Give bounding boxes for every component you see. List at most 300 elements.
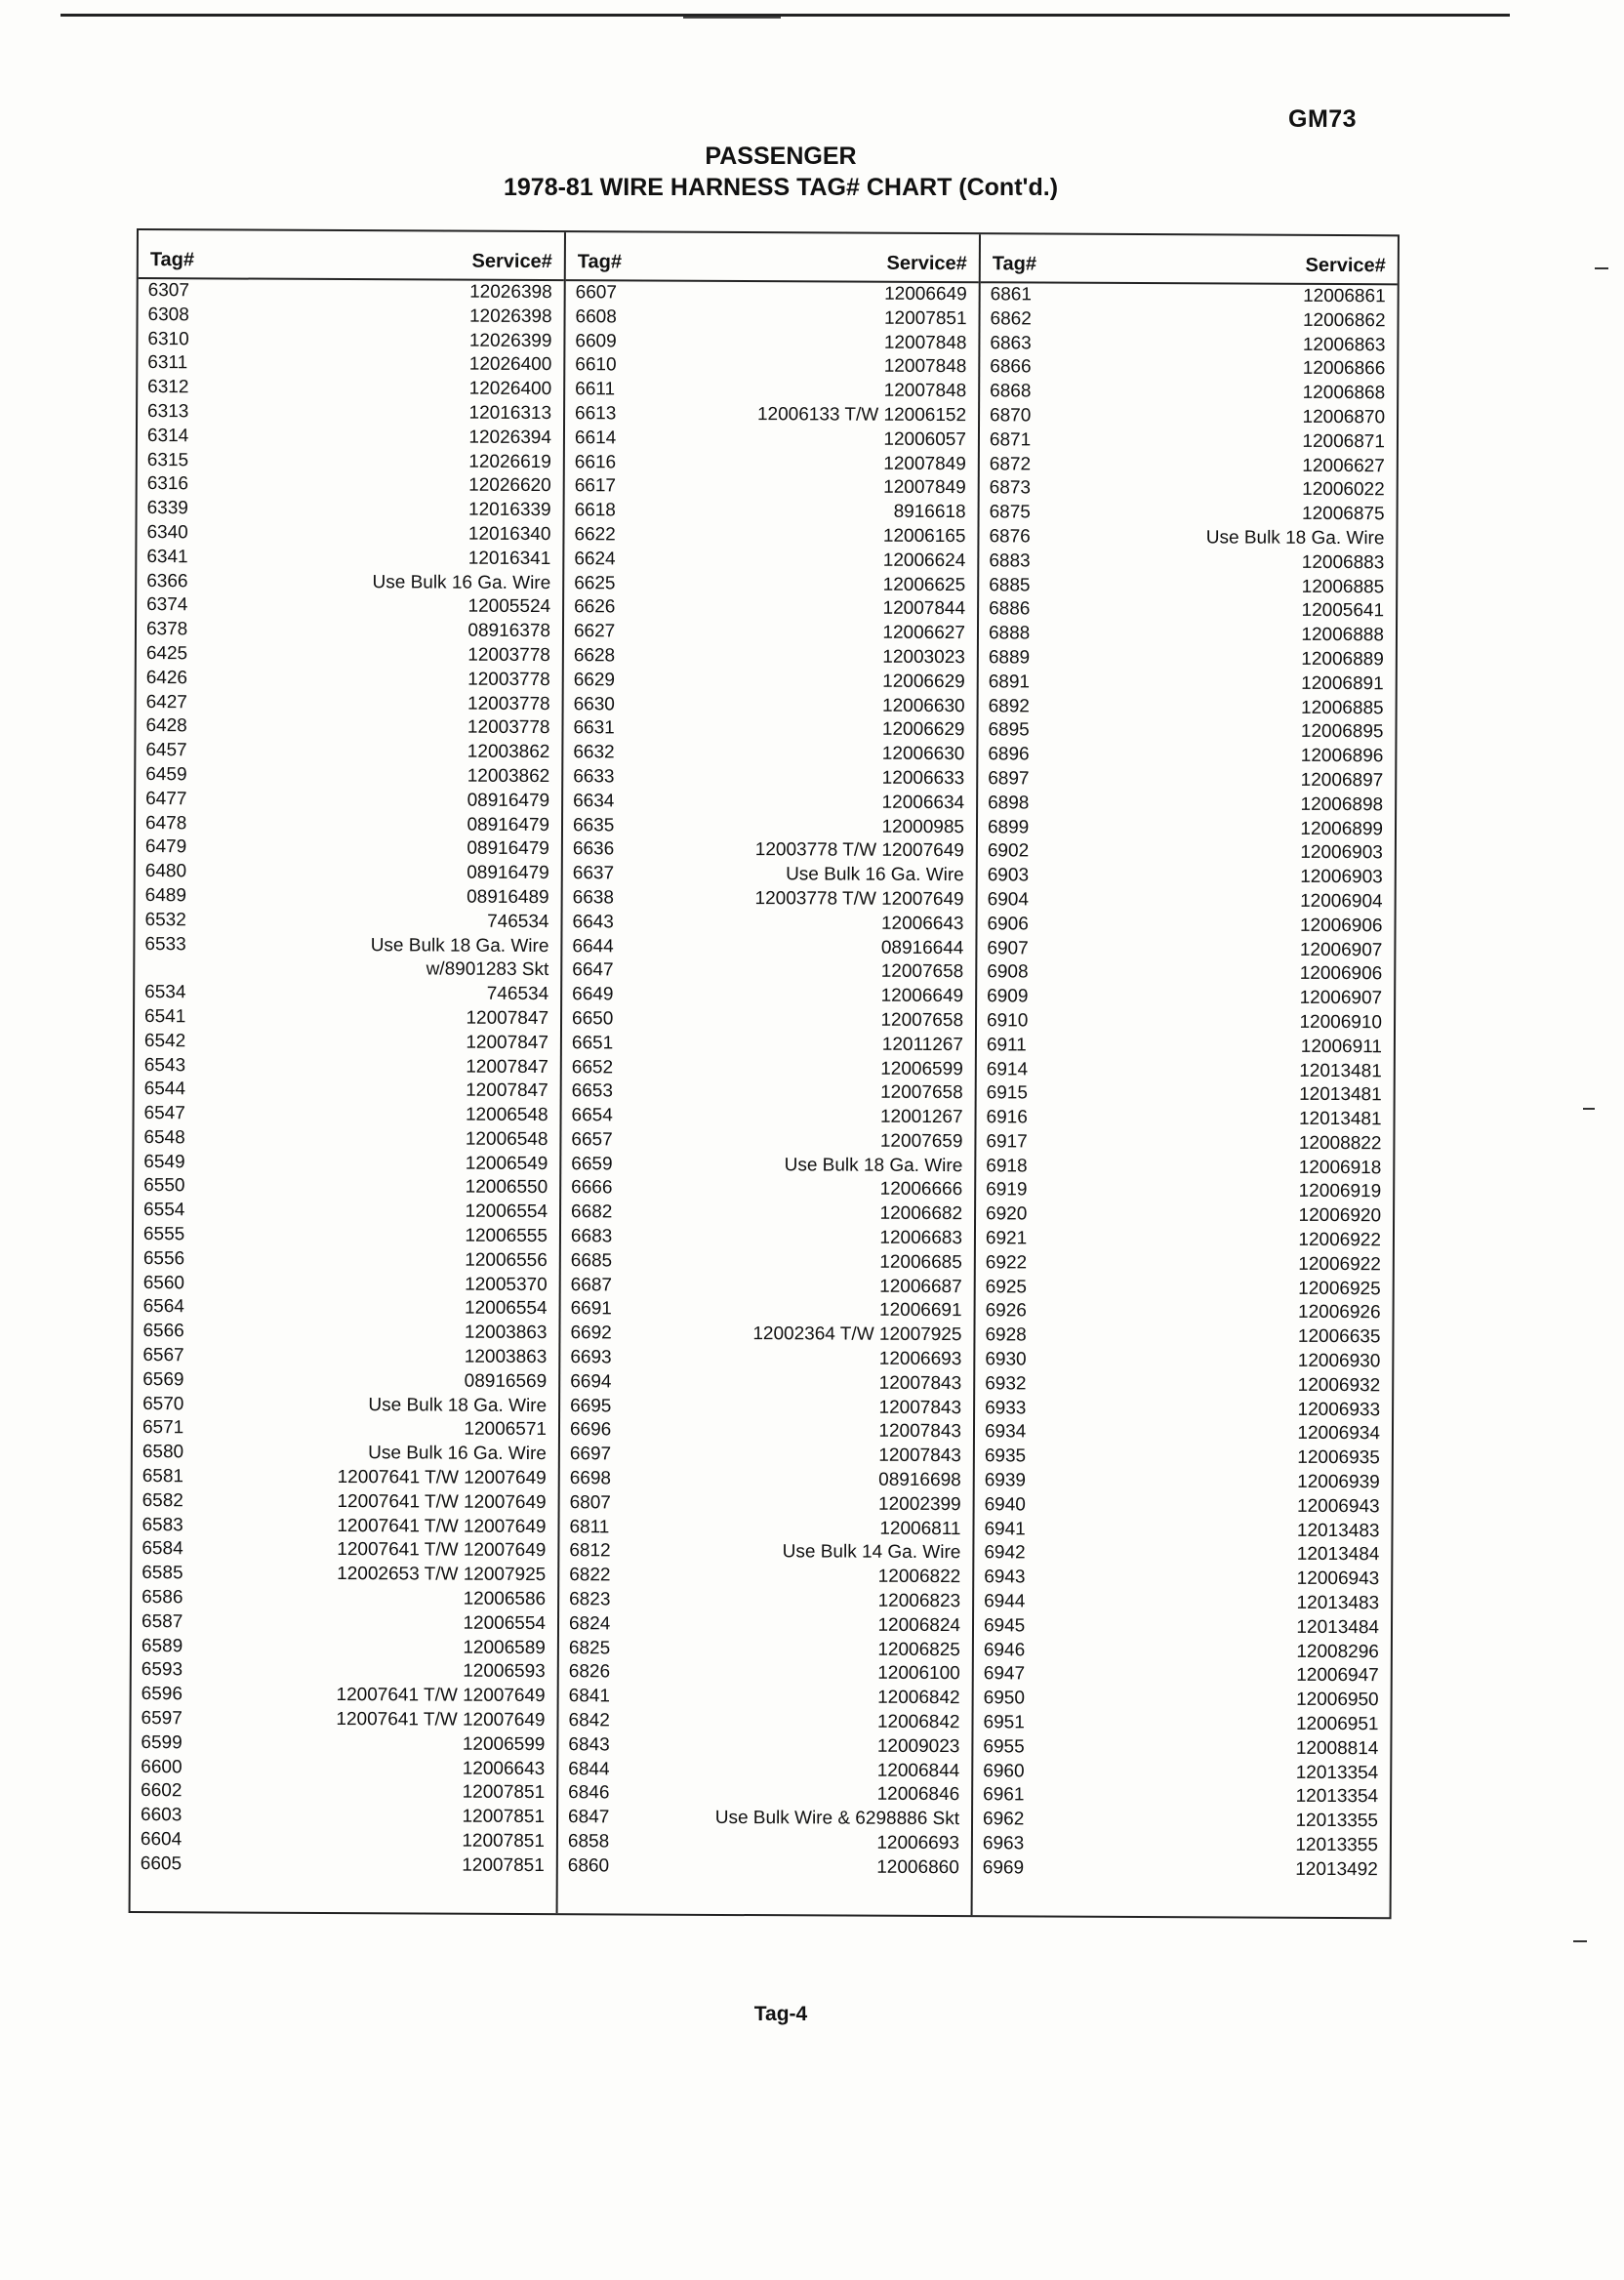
- tag-number: 6610: [575, 354, 617, 376]
- tag-number: 6534: [144, 982, 186, 1003]
- tag-number: 6873: [989, 477, 1032, 499]
- table-row: [136, 860, 561, 886]
- tag-number: 6566: [142, 1321, 184, 1342]
- service-number: 12006823: [877, 1590, 961, 1612]
- service-number: 12006862: [1302, 309, 1386, 332]
- table-row: [976, 1179, 1393, 1205]
- header-service: Service#: [886, 252, 967, 275]
- tag-number: 6580: [142, 1442, 184, 1463]
- tag-number: 6697: [569, 1444, 612, 1465]
- tag-number: 6654: [571, 1105, 613, 1126]
- tag-number: 6811: [569, 1516, 610, 1538]
- table-row: [562, 1032, 975, 1058]
- service-number: 12006918: [1298, 1157, 1382, 1178]
- table-row: [977, 937, 1394, 963]
- service-number: 12013355: [1295, 1834, 1378, 1856]
- table-row: [135, 1005, 560, 1032]
- table-row: [565, 475, 978, 502]
- table-column-3: [973, 234, 1398, 1917]
- tag-number: 6928: [985, 1324, 1027, 1346]
- table-row: [136, 739, 561, 765]
- service-number: 12003862: [467, 741, 550, 763]
- service-number: 12007847: [466, 1056, 548, 1078]
- table-row: [975, 1421, 1392, 1447]
- service-number: 12006629: [882, 671, 965, 692]
- tag-number: 6911: [986, 1034, 1027, 1056]
- table-row: [562, 1056, 975, 1082]
- service-number: 12006903: [1300, 866, 1383, 888]
- table-row: [566, 281, 979, 307]
- tag-number: 6582: [142, 1489, 183, 1512]
- table-row: [979, 622, 1396, 648]
- table-row: [978, 840, 1395, 867]
- tag-number: 6693: [570, 1347, 612, 1368]
- service-number: 12006634: [881, 792, 965, 813]
- tag-number: 6909: [987, 986, 1029, 1007]
- tag-number: 6628: [573, 645, 616, 667]
- table-row: [138, 376, 563, 402]
- service-number: 12007848: [883, 332, 967, 353]
- table-row: [137, 691, 562, 717]
- service-number: 12016341: [467, 548, 551, 569]
- table-row: [976, 1130, 1393, 1157]
- tag-number: 6871: [989, 429, 1032, 451]
- service-number: 12007641 T/W 12007649: [336, 1709, 546, 1731]
- service-number: 12026620: [468, 475, 551, 497]
- service-number: 12007843: [878, 1445, 961, 1467]
- tag-number: 6428: [145, 715, 187, 737]
- table-row: [975, 1445, 1392, 1471]
- table-row: [136, 884, 561, 911]
- tag-number: 6858: [567, 1831, 610, 1852]
- service-number: 12007641 T/W 12007649: [337, 1467, 547, 1489]
- table-row: [559, 1637, 972, 1663]
- service-number: 12006630: [881, 743, 965, 765]
- table-row: [559, 1661, 972, 1688]
- table-row: [563, 886, 976, 913]
- tag-number: 6637: [572, 863, 615, 884]
- table-row: [133, 1393, 558, 1419]
- service-number: 12007848: [883, 380, 967, 402]
- tag-number: 6315: [146, 449, 189, 470]
- service-number: 12006554: [463, 1612, 547, 1634]
- service-number: 08916479: [467, 837, 549, 860]
- service-number: 12006922: [1298, 1229, 1381, 1251]
- service-number: 08916378: [467, 620, 551, 642]
- service-number: 12008814: [1295, 1737, 1379, 1760]
- table-row: [974, 1639, 1391, 1665]
- service-number: Use Bulk 14 Ga. Wire: [782, 1541, 961, 1564]
- table-row: [558, 1854, 971, 1881]
- tag-number: 6608: [575, 305, 617, 328]
- table-row: [564, 644, 977, 671]
- tag-number: 6888: [988, 623, 1031, 644]
- tag-number: 6875: [989, 502, 1031, 523]
- service-number: 12016340: [467, 523, 551, 546]
- table-row: [980, 404, 1397, 430]
- tag-number: 6554: [143, 1200, 185, 1221]
- tag-number: 6915: [986, 1082, 1029, 1104]
- tag-number: 6935: [984, 1445, 1027, 1467]
- table-row: [980, 501, 1397, 527]
- tag-number: 6593: [141, 1659, 183, 1681]
- service-number: 12003863: [464, 1346, 548, 1368]
- table-row: [978, 888, 1395, 915]
- table-row: [133, 1489, 558, 1516]
- table-row: [132, 1562, 557, 1588]
- table-row: [974, 1687, 1391, 1713]
- table-row: [980, 307, 1397, 334]
- table-row: [977, 1082, 1394, 1109]
- tag-number: 6885: [989, 574, 1031, 596]
- table-row: [561, 1274, 974, 1300]
- table-row: [979, 574, 1396, 600]
- tag-number: 6918: [986, 1155, 1028, 1177]
- service-number: 12006057: [883, 428, 967, 450]
- service-number: 08916569: [464, 1370, 548, 1392]
- column-rows: [973, 283, 1398, 1883]
- table-row: [980, 380, 1397, 406]
- service-number: 12016313: [468, 402, 552, 425]
- table-row: [979, 646, 1396, 672]
- service-number: 12013483: [1296, 1520, 1380, 1541]
- tag-number: 6629: [573, 669, 616, 691]
- table-row: [134, 1126, 559, 1153]
- table-row: [131, 1707, 556, 1733]
- service-number: 12006903: [1300, 842, 1383, 864]
- table-row: [562, 983, 975, 1009]
- service-number: 12006891: [1301, 672, 1384, 694]
- table-row: [977, 985, 1394, 1011]
- service-number: 12006571: [464, 1419, 548, 1441]
- tag-number: 6696: [569, 1419, 612, 1441]
- tag-number: 6618: [574, 500, 616, 521]
- tag-number: 6862: [990, 308, 1032, 330]
- service-number: 12007641 T/W 12007649: [337, 1515, 547, 1537]
- tag-number: 6567: [142, 1345, 184, 1366]
- tag-number: 6581: [142, 1466, 184, 1487]
- service-number: 12006899: [1300, 818, 1384, 839]
- table-row: [135, 1053, 560, 1079]
- tag-number: 6960: [983, 1760, 1025, 1782]
- table-row: [974, 1566, 1391, 1592]
- service-number: 12006925: [1298, 1278, 1381, 1299]
- service-number: 12006904: [1300, 890, 1383, 913]
- tag-number: 6314: [146, 425, 189, 447]
- table-row: [564, 523, 977, 550]
- service-number: 12007658: [880, 1082, 963, 1104]
- service-number: 12006586: [463, 1588, 547, 1610]
- table-row: [975, 1323, 1392, 1350]
- tag-number: 6533: [144, 933, 186, 955]
- header-tag: Tag#: [577, 251, 623, 273]
- table-row: [134, 1272, 559, 1298]
- service-number: 12006934: [1297, 1423, 1381, 1445]
- table-row: [560, 1467, 973, 1493]
- tag-number: 6633: [573, 766, 615, 788]
- tag-number: 6895: [988, 719, 1030, 741]
- service-number: 12006666: [879, 1179, 963, 1201]
- tag-number: 6571: [142, 1417, 184, 1439]
- service-number: 12006649: [880, 985, 964, 1007]
- service-number: 12006897: [1300, 769, 1384, 792]
- tag-number: 6932: [985, 1373, 1027, 1395]
- service-number: 12006548: [465, 1128, 548, 1150]
- service-number: 12002653 T/W 12007925: [337, 1564, 547, 1586]
- service-number: 12013354: [1295, 1762, 1379, 1783]
- tag-number: 6842: [568, 1710, 610, 1731]
- column-header: [566, 232, 979, 283]
- table-row: [978, 816, 1395, 842]
- tag-number: 6917: [986, 1131, 1028, 1153]
- service-number: 12013355: [1295, 1811, 1379, 1832]
- tag-number: 6631: [573, 717, 615, 739]
- table-row: [136, 763, 561, 790]
- table-row: [558, 1758, 971, 1784]
- service-number: 12013354: [1295, 1786, 1379, 1808]
- table-row: [134, 1295, 559, 1322]
- table-row: [980, 356, 1397, 383]
- service-number: 12006922: [1298, 1253, 1381, 1276]
- table-row: [973, 1760, 1390, 1786]
- service-number: 12003863: [464, 1322, 548, 1344]
- table-row: [138, 497, 563, 523]
- table-row: [980, 453, 1397, 479]
- service-number: 12006935: [1297, 1447, 1380, 1469]
- service-number: 12006842: [877, 1687, 960, 1709]
- tag-number: 6638: [572, 887, 614, 909]
- tag-number: 6826: [568, 1661, 611, 1683]
- top-rule-accent: [683, 17, 781, 19]
- table-row: [558, 1806, 971, 1832]
- tag-number: 6940: [984, 1494, 1026, 1516]
- service-number: 12006926: [1297, 1302, 1381, 1323]
- service-number: 12006885: [1301, 697, 1384, 718]
- tag-number: 6584: [142, 1538, 183, 1560]
- title-line-2: 1978-81 WIRE HARNESS TAG# CHART (Cont'd.): [503, 174, 1059, 201]
- service-number: 12013483: [1296, 1592, 1380, 1614]
- tag-number: 6946: [983, 1639, 1026, 1661]
- service-number: 12006910: [1299, 1011, 1383, 1034]
- table-row: [974, 1614, 1391, 1641]
- table-row: [559, 1564, 972, 1590]
- table-row: [976, 1202, 1393, 1229]
- table-row: [980, 428, 1397, 455]
- tag-number: 6634: [573, 790, 615, 812]
- tag-number: 6560: [142, 1272, 185, 1293]
- tag-number: 6597: [141, 1708, 183, 1730]
- tag-number: 6614: [574, 427, 617, 449]
- service-number: 12006824: [877, 1614, 961, 1636]
- service-number: 12013484: [1296, 1544, 1380, 1566]
- tag-number: 6922: [985, 1252, 1028, 1274]
- tag-number: 6459: [145, 763, 187, 786]
- table-row: [976, 1300, 1393, 1326]
- service-number: 12006947: [1296, 1665, 1379, 1687]
- tag-number: 6602: [141, 1780, 183, 1802]
- service-number: 12007849: [883, 453, 966, 474]
- table-row: [564, 669, 977, 695]
- page-footer: Tag-4: [753, 2003, 808, 2025]
- table-row: [133, 1344, 558, 1370]
- tag-number: 6617: [574, 475, 617, 497]
- table-row: [138, 400, 563, 427]
- service-number: 12006548: [465, 1104, 548, 1126]
- table-row: [978, 743, 1395, 769]
- tag-number: 6941: [984, 1518, 1026, 1540]
- service-number: 12006599: [880, 1058, 963, 1079]
- table-row: [134, 1247, 559, 1274]
- tag-number: 6313: [147, 401, 189, 423]
- table-row: [564, 693, 977, 719]
- service-number: 12006939: [1297, 1471, 1380, 1493]
- tag-number: 6604: [140, 1829, 183, 1851]
- top-rule: [61, 14, 1510, 17]
- tag-number: 6599: [141, 1731, 183, 1754]
- tag-number: 6847: [567, 1807, 610, 1828]
- service-number: 12006875: [1301, 504, 1385, 525]
- table-row: [559, 1612, 972, 1639]
- header-tag: Tag#: [992, 253, 1037, 275]
- table-row: [978, 767, 1395, 794]
- service-number: Use Bulk Wire & 6298886 Skt: [714, 1808, 960, 1830]
- table-row: [973, 1784, 1390, 1811]
- table-row: [975, 1397, 1392, 1423]
- tag-number: 6919: [986, 1179, 1028, 1201]
- service-number: 12006649: [884, 283, 967, 305]
- service-number: 12003862: [467, 765, 550, 788]
- service-number: 12006627: [1302, 455, 1385, 476]
- tag-number: 6378: [145, 619, 188, 640]
- table-row: [560, 1419, 973, 1445]
- table-row: [133, 1441, 558, 1467]
- service-number: Use Bulk 16 Ga. Wire: [786, 864, 964, 886]
- service-number: 12006100: [877, 1663, 960, 1685]
- service-number: 12013481: [1299, 1060, 1382, 1081]
- tag-number: 6934: [984, 1421, 1027, 1443]
- tag-number: 6649: [572, 984, 614, 1005]
- tag-number: 6666: [571, 1177, 613, 1199]
- tag-number: 6898: [988, 793, 1030, 814]
- table-row: [134, 1174, 559, 1201]
- service-number: 12006630: [882, 695, 965, 716]
- tag-number: 6947: [983, 1663, 1026, 1685]
- tag-number: 6607: [575, 282, 618, 304]
- tag-number: 6480: [144, 861, 187, 882]
- service-number: 12002364 T/W 12007925: [752, 1323, 962, 1346]
- service-number: 12007659: [879, 1130, 963, 1153]
- service-number: 746534: [486, 983, 549, 1005]
- tag-number: 6872: [989, 453, 1032, 475]
- table-row: [979, 671, 1396, 697]
- tag-number: 6547: [143, 1103, 185, 1124]
- service-number: 12006687: [879, 1276, 962, 1297]
- table-row: [561, 1298, 974, 1324]
- tag-number: 6914: [986, 1058, 1029, 1079]
- table-row: [139, 279, 564, 305]
- service-number: 12002399: [878, 1493, 961, 1515]
- service-number: 12026400: [468, 378, 552, 400]
- service-number: 08916479: [467, 814, 550, 835]
- tag-number: 6425: [145, 643, 188, 665]
- service-number: 12006907: [1299, 987, 1383, 1009]
- service-number: 12013481: [1299, 1084, 1382, 1106]
- tag-number: 6969: [982, 1857, 1025, 1879]
- tag-number: 6632: [573, 742, 615, 763]
- tag-number: 6616: [574, 451, 617, 472]
- table-row: [561, 1249, 974, 1276]
- tag-number: 6542: [143, 1030, 186, 1051]
- service-number: 12006555: [465, 1225, 548, 1247]
- service-number: 12006550: [465, 1177, 548, 1199]
- tag-number: 6477: [145, 788, 187, 809]
- tag-number: 6883: [989, 550, 1031, 572]
- table-row: [975, 1372, 1392, 1399]
- tag-number: 6944: [984, 1591, 1026, 1612]
- tag-number: 6687: [570, 1274, 613, 1296]
- tag-number: 6930: [985, 1349, 1027, 1370]
- table-row: [563, 837, 976, 864]
- service-number: 12006919: [1298, 1181, 1382, 1202]
- table-row: [975, 1469, 1392, 1495]
- table-row: [558, 1709, 971, 1735]
- service-number: 12006896: [1300, 745, 1384, 767]
- tag-number: 6963: [982, 1833, 1025, 1854]
- tag-number: 6682: [571, 1201, 613, 1223]
- table-row: [564, 572, 977, 598]
- tag-number: 6541: [144, 1005, 186, 1028]
- tag-number: 6624: [574, 548, 616, 570]
- table-row: [558, 1830, 971, 1856]
- service-number: 12026619: [468, 451, 551, 472]
- service-number: 746534: [487, 911, 549, 932]
- service-number: 12008822: [1298, 1132, 1382, 1155]
- table-row: [138, 472, 563, 499]
- tag-number: 6824: [568, 1613, 611, 1635]
- service-number: 12026399: [468, 330, 552, 351]
- tag-number: 6843: [568, 1733, 610, 1756]
- tag-number: 6659: [571, 1153, 613, 1175]
- table-row: [977, 1034, 1394, 1060]
- service-number: 12006693: [878, 1348, 962, 1370]
- table-row: [561, 1201, 974, 1227]
- service-number: 12006846: [876, 1784, 960, 1806]
- scan-mark: [1573, 1940, 1587, 1942]
- tag-number: 6457: [145, 740, 187, 761]
- service-number: 08916644: [880, 937, 964, 958]
- table-row: [976, 1155, 1393, 1181]
- tag-number: 6605: [140, 1852, 183, 1875]
- tag-number: 6889: [988, 647, 1031, 669]
- tag-number: 6544: [143, 1079, 186, 1100]
- service-number: 12006906: [1299, 915, 1383, 936]
- service-number: 12006627: [882, 622, 966, 644]
- service-number: Use Bulk 16 Ga. Wire: [368, 1443, 547, 1465]
- tag-number: 6636: [572, 838, 615, 860]
- table-row: [978, 719, 1395, 746]
- service-number: Use Bulk 18 Ga. Wire: [370, 934, 549, 957]
- table-row: [980, 332, 1397, 358]
- tag-number: 6549: [143, 1151, 185, 1172]
- service-number: 12006898: [1300, 794, 1384, 815]
- tag-number: 6942: [984, 1542, 1026, 1564]
- table-row: [977, 961, 1394, 988]
- tag-number: 6910: [986, 1010, 1029, 1032]
- tag-number: 6904: [987, 889, 1029, 911]
- table-row: [561, 1128, 974, 1155]
- table-row: [559, 1540, 972, 1567]
- service-number: 12013484: [1296, 1616, 1380, 1639]
